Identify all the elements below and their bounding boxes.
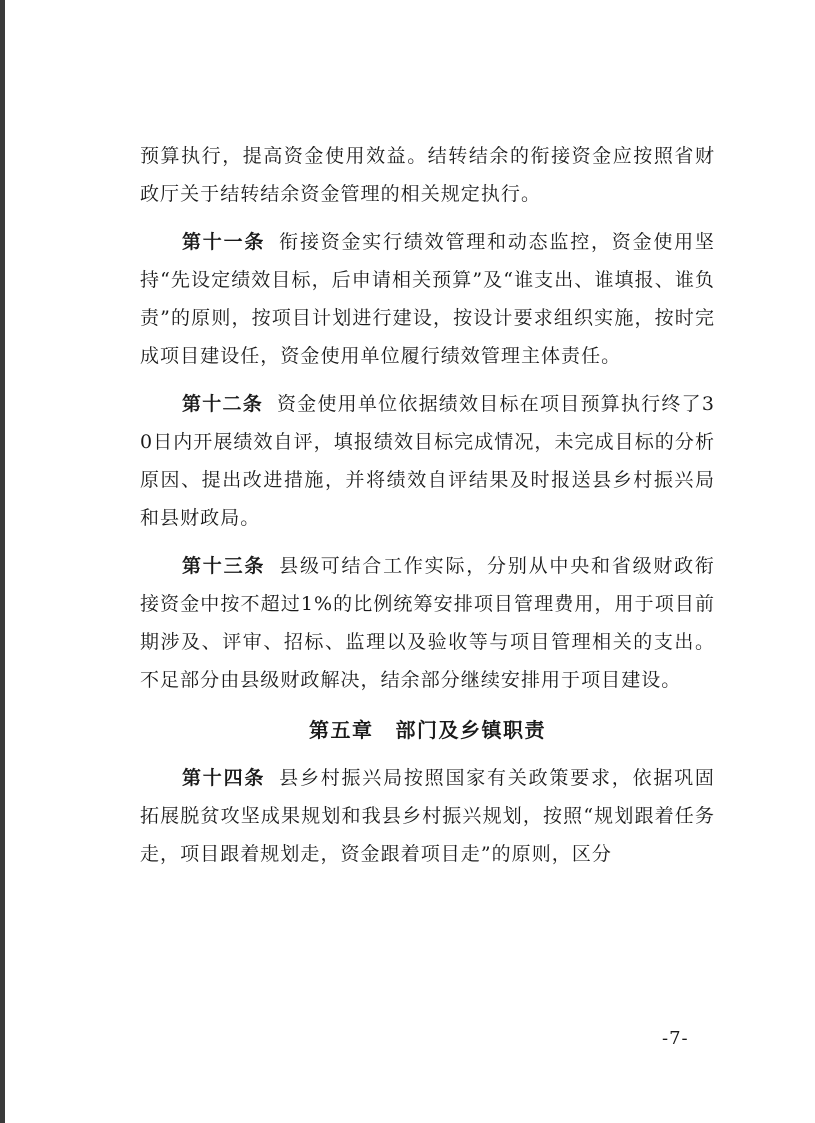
- document-page: [140, 137, 715, 873]
- page-number: -7-: [662, 1028, 689, 1049]
- article-11-text: 衔接资金实行绩效管理和动态监控，资金使用坚持“先设定绩效目标，后申请相关预算”及“谁支出、谁填报、谁负责”的原则，按项目计划进行建设，按设计要求组织实施，按时完成项目建设任，资金使用单位履行绩效管理主体责任。: [140, 231, 715, 367]
- article-13-text: 县级可结合工作实际，分别从中央和省级财政衔接资金中按不超过1%的比例统筹安排项目管理费用，用于项目前期涉及、评审、招标、监理以及验收等与项目管理相关的支出。不足部分由县级财政解决，结余部分继续安排用于项目建设。: [140, 555, 715, 691]
- chapter-heading: [140, 711, 715, 749]
- article-14-text: 县乡村振兴局按照国家有关政策要求，依据巩固拓展脱贫攻坚成果规划和我县乡村振兴规划，按照“规划跟着任务走，项目跟着规划走，资金跟着项目走”的原则，区分: [140, 767, 715, 865]
- article-11: [140, 223, 715, 375]
- article-13-label: 第十三条: [182, 555, 266, 577]
- article-14: [140, 759, 715, 873]
- article-12: [140, 385, 715, 537]
- scan-edge-border: [0, 0, 5, 1123]
- article-14-label: 第十四条: [182, 767, 266, 789]
- chapter-title: 部门及乡镇职责: [395, 718, 546, 742]
- article-13: [140, 547, 715, 699]
- paragraph-continuation: 预算执行，提高资金使用效益。结转结余的衔接资金应按照省财政厅关于结转结余资金管理的相关规定执行。: [140, 145, 715, 205]
- article-12-text: 资金使用单位依据绩效目标在项目预算执行终了30日内开展绩效自评，填报绩效目标完成情况，未完成目标的分析原因、提出改进措施，并将绩效自评结果及时报送县乡村振兴局和县财政局。: [140, 393, 715, 529]
- chapter-number: 第五章: [309, 718, 374, 742]
- article-11-label: 第十一条: [182, 231, 266, 253]
- article-12-label: 第十二条: [182, 393, 263, 415]
